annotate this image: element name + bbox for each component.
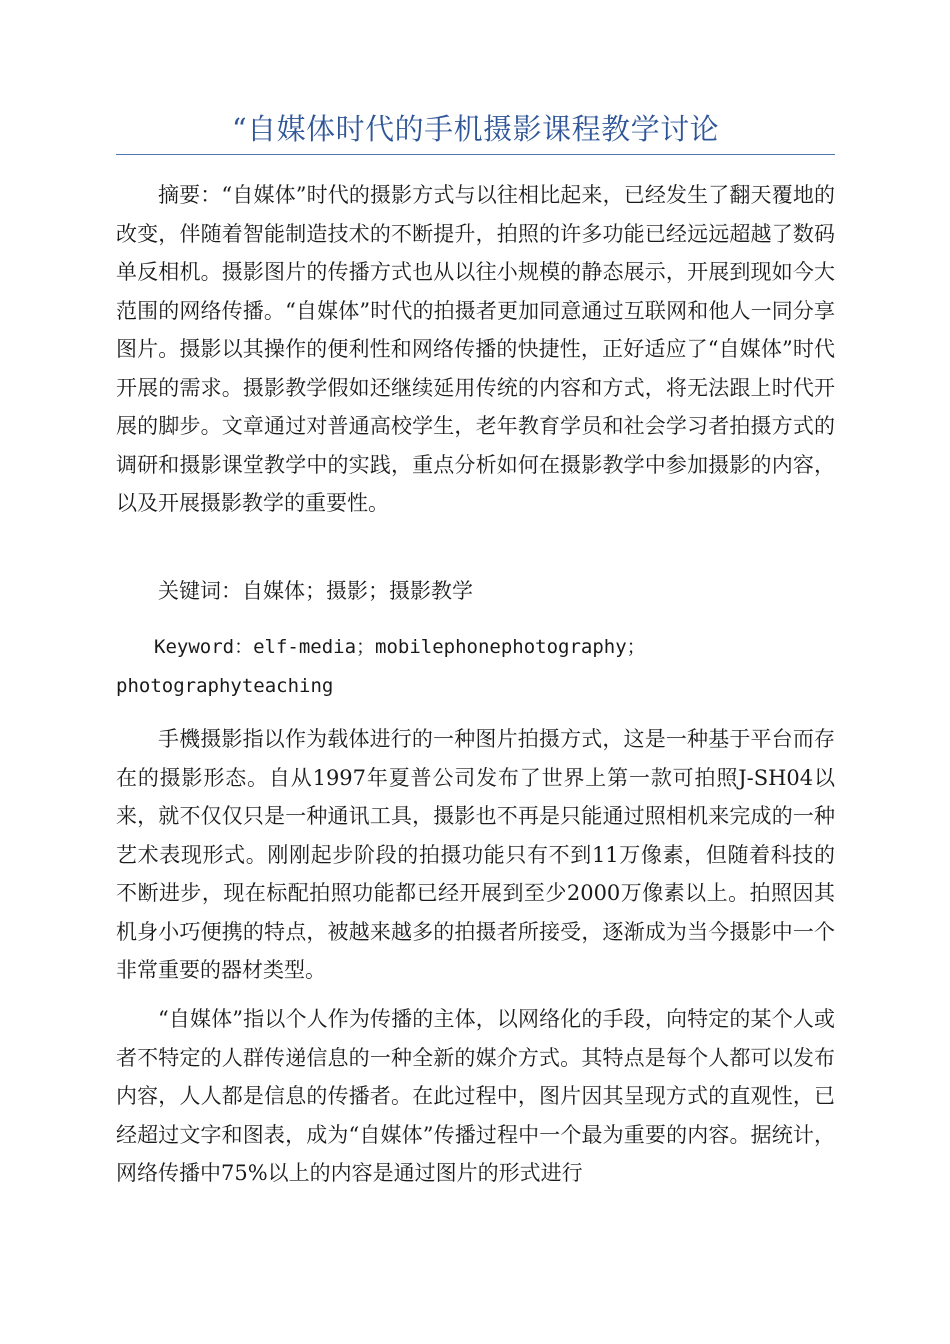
body-paragraph-1: 手機摄影指以作为载体进行的一种图片拍摄方式，这是一种基于平台而存在的摄影形态。自从1997年夏普公司发布了世界上第一款可拍照J-SH04以来，就不仅仅只是一种通讯工具，摄影也不再是只能通过照相机来完成的一种艺术表现形式。刚刚起步阶段的拍摄功能只有不到11万像素，但随着科技的不断进步，现在标配拍照功能都已经开展到至少2000万像素以上。拍照因其机身小巧便携的特点，被越来越多的拍摄者所接受，逐渐成为当今摄影中一个非常重要的器材类型。 <box>116 727 835 982</box>
abstract-paragraph: 摘要：“自媒体”时代的摄影方式与以往相比起来，已经发生了翻天覆地的改变，伴随着智能制造技术的不断提升，拍照的许多功能已经远远超越了数码单反相机。摄影图片的传播方式也从以往小规模的静态展示，开展到现如今大范围的网络传播。“自媒体”时代的拍摄者更加同意通过互联网和他人一同分享图片。摄影以其操作的便利性和网络传播的快捷性，正好适应了“自媒体”时代开展的需求。摄影教学假如还继续延用传统的内容和方式，将无法跟上时代开展的脚步。文章通过对普通高校学生，老年教育学员和社会学习者拍摄方式的调研和摄影课堂教学中的实践，重点分析如何在摄影教学中参加摄影的内容，以及开展摄影教学的重要性。 <box>116 183 835 515</box>
title-underline <box>116 154 835 155</box>
document-title: “自媒体时代的手机摄影课程教学讨论 <box>231 112 720 146</box>
keywords-cn-paragraph: 关键词：自媒体；摄影；摄影教学 <box>158 579 473 603</box>
body-paragraph-2: “自媒体”指以个人作为传播的主体，以网络化的手段，向特定的某个人或者不特定的人群传递信息的一种全新的媒介方式。其特点是每个人都可以发布内容，人人都是信息的传播者。在此过程中，图片因其呈现方式的直观性，已经超过文字和图表，成为“自媒体”传播过程中一个最为重要的内容。据统计，网络传播中75%以上的内容是通过图片的形式进行 <box>116 1007 835 1185</box>
keywords-en-paragraph: Keyword：elf-media；mobilephonephotography；photographyteaching <box>116 636 646 697</box>
